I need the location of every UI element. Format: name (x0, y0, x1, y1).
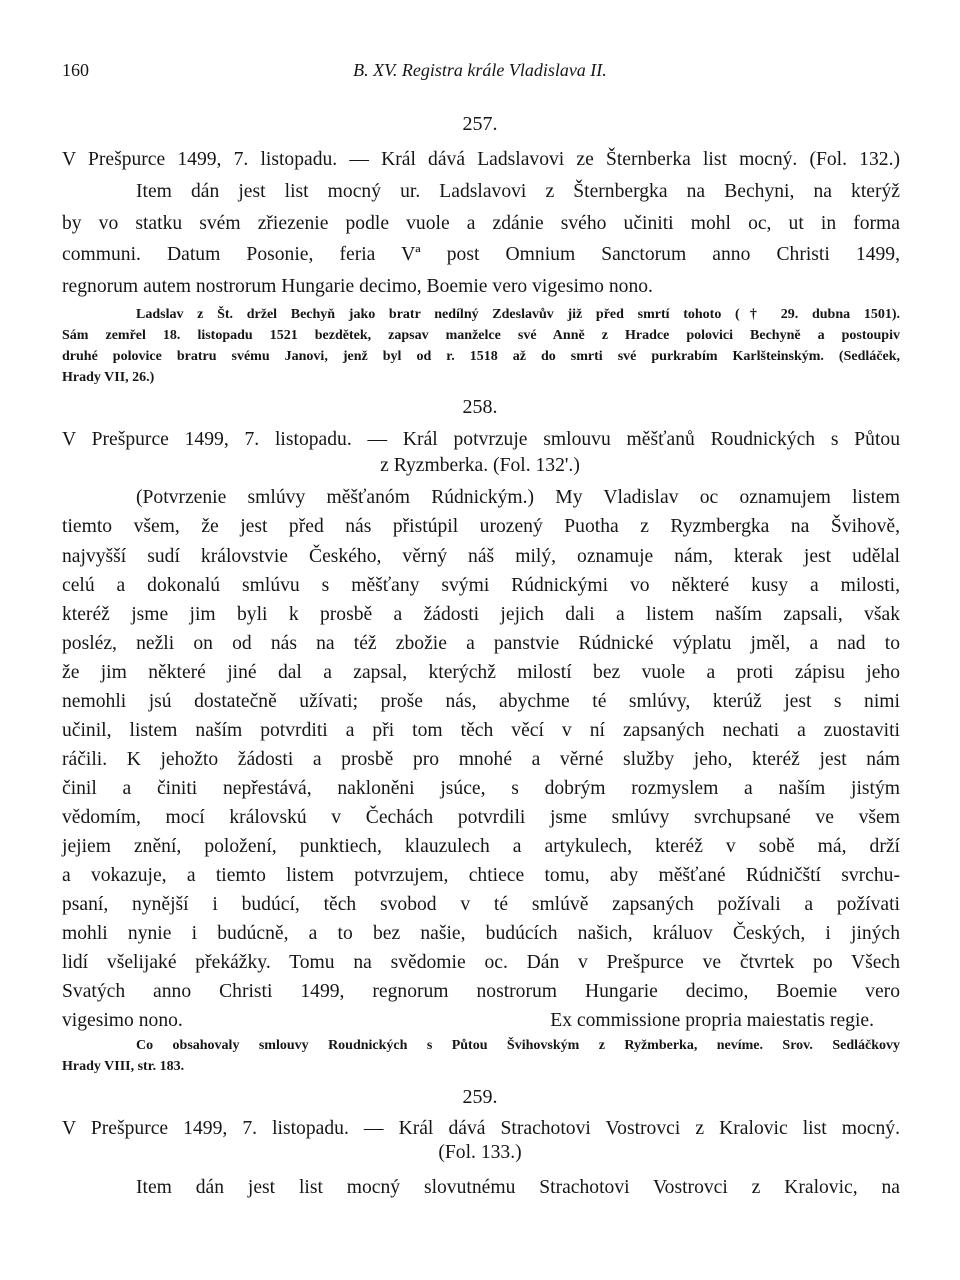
entry-heading: V Prešpurce 1499, 7. listopadu. — Král dává Ladslavovi ze Šternberka list mocný. (Fol. 132.) (62, 149, 900, 170)
chancery-note: Ex commissione propria maiestatis regie. (550, 1010, 874, 1031)
body-line: nemohli jsú dostatečně užívati; proše nás, abychme té smlúvy, kterúž jest s nimi (62, 691, 900, 712)
body-line: učinil, listem naším potvrditi a při tom těch věcí v ní zapsaných nechati a zuostaviti (62, 720, 900, 741)
body-line: by vo statku svém zřiezenie podle vuole a zdánie svého učiniti mohl oc, ut in forma (62, 213, 900, 234)
entry-heading: z Ryzmberka. (Fol. 132'.) (380, 455, 580, 476)
body-line: communi. Datum Posonie, feria Vª post Omnium Sanctorum anno Christi 1499, (62, 244, 900, 265)
body-line: posléz, nežli on od nás na též zbožie a panstvie Rúdnické výplatu jměl, a nad to (62, 633, 900, 654)
closing-line (62, 1009, 900, 1033)
footnote-line: Co obsahovaly smlouvy Roudnických s Půtou Švihovským z Ryžmberka, nevíme. Srov. Sedláčkovy (136, 1038, 900, 1053)
body-line: psaní, nynější i budúcí, těch svobod v té smlúvě zapsaných požívali a požívati (62, 894, 900, 915)
body-line: vědomím, mocí královskú v Čechách potvrdili jsme smlúvy svrchupsané ve všem (62, 807, 900, 828)
body-line: činil a činiti nepřestává, nakloněni jsúce, s dobrým rozmyslem a naším jistým (62, 778, 900, 799)
body-line: Item dán jest list mocný slovutnému Strachotovi Vostrovci z Kralovic, na (136, 1177, 900, 1198)
body-line: a vokazuje, a tiemto listem potvrzujem, chtiece tomu, aby měšťané Rúdničští svrchu- (62, 865, 900, 886)
body-line: kteréž jsme jim byli k prosbě a žádosti jejich dali a listem naším zapsali, však (62, 604, 900, 625)
body-line: jejiem znění, položení, punktiech, klauzulech a artykulech, kteréž v sobě má, drží (62, 836, 900, 857)
footnote-line: Ladslav z Št. držel Bechyň jako bratr nedílný Zdeslavův již před smrtí tohoto († 29. dubna 1501). (136, 307, 900, 322)
body-line: mohli nynie i budúcně, a to bez našie, budúcích našich, králuov Českých, i jiných (62, 923, 900, 944)
body-line: Svatých anno Christi 1499, regnorum nostrorum Hungarie decimo, Boemie vero (62, 981, 900, 1002)
body-line: že jim některé jiné dal a zapsal, kterýchž milostí bez vuole a proti zápisu jeho (62, 662, 900, 683)
body-line: lidí všelijaké překážky. Tomu na svědomie oc. Dán v Prešpurce ve čtvrtek po Všech (62, 952, 900, 973)
body-line: najvyšší sudí královstvie Českého, věrný náš milý, oznamuje nám, kterak jest udělal (62, 546, 900, 567)
entry-heading: (Fol. 133.) (438, 1142, 522, 1163)
entry-heading: V Prešpurce 1499, 7. listopadu. — Král dává Strachotovi Vostrovci z Kralovic list mocný. (62, 1118, 900, 1139)
body-line: tiemto všem, že jest před nás přistúpil urozený Puotha z Ryzmbergka na Švihově, (62, 516, 900, 537)
body-line: ráčili. K jehožto žádosti a prosbě pro mnohé a věrné služby jeho, kteréž jest nám (62, 749, 900, 770)
body-line: Item dán jest list mocný ur. Ladslavovi z Šternbergka na Bechyni, na kterýž (136, 181, 900, 202)
closing-text: vigesimo nono. (62, 1010, 183, 1031)
running-title: B. XV. Registra krále Vladislava II. (353, 60, 607, 80)
body-line: regnorum autem nostrorum Hungarie decimo, Boemie vero vigesimo nono. (62, 276, 653, 297)
entry-number: 259. (462, 1086, 498, 1108)
entry-number: 257. (462, 113, 498, 135)
body-line: celú a dokonalú smlúvu s měšťany svými Rúdnickými vo některé kusy a milosti, (62, 575, 900, 596)
page-number: 160 (62, 60, 89, 80)
footnote-line: Sám zemřel 18. listopadu 1521 bezdětek, zapsav manželce své Anně z Hradce polovici Bechyně a postoupiv (62, 328, 900, 343)
entry-heading: V Prešpurce 1499, 7. listopadu. — Král potvrzuje smlouvu měšťanů Roudnických s Půtou (62, 429, 900, 450)
footnote-line: druhé polovice bratru svému Janovi, jenž byl od r. 1518 až do smrti své purkrabím Karlšteinským. (Sedláček, (62, 349, 900, 364)
entry-number: 258. (462, 396, 498, 418)
body-line: (Potvrzenie smlúvy měšťanóm Rúdnickým.) My Vladislav oc oznamujem listem (136, 487, 900, 508)
footnote-line: Hrady VIII, str. 183. (62, 1059, 185, 1074)
footnote-line: Hrady VII, 26.) (62, 370, 155, 385)
